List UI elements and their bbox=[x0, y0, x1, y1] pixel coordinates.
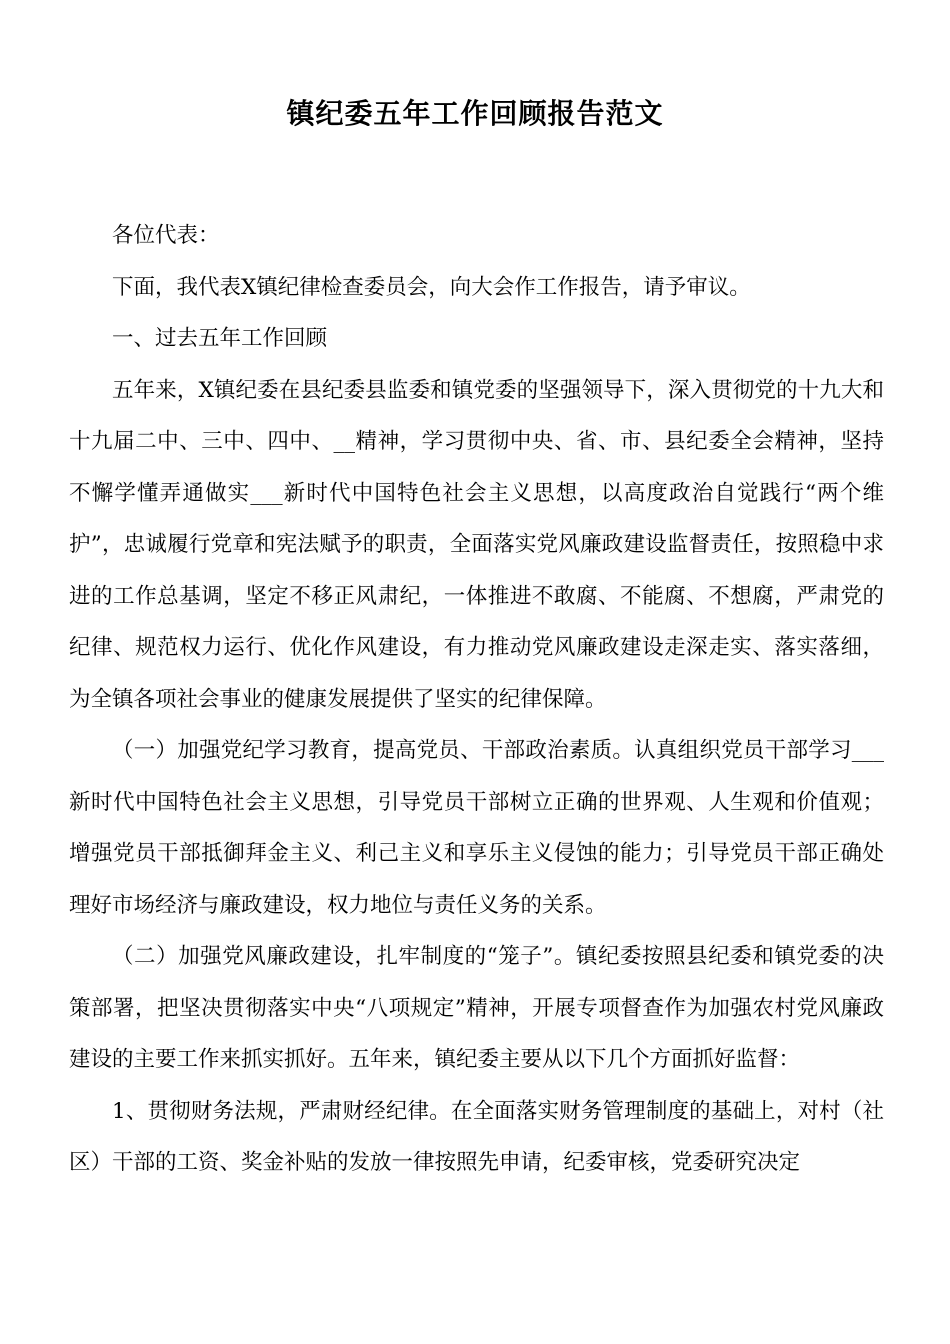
document-body bbox=[69, 210, 884, 1189]
paragraph-intro: 下面，我代表X镇纪律检查委员会，向大会作工作报告，请予审议。 bbox=[112, 274, 751, 300]
document-title: 镇纪委五年工作回顾报告范文 bbox=[286, 97, 664, 130]
paragraph-salutation: 各位代表： bbox=[112, 223, 220, 248]
section-heading: 一、过去五年工作回顾 bbox=[112, 326, 328, 351]
paragraph-item-2: （二）加强党风廉政建设，扎牢制度的“笼子”。镇纪委按照县纪委和镇党委的决策部署，把坚决贯彻落实中央“八项规定”精神，开展专项督查作为加强农村党风廉政建设的主要工作来抓实抓好。五年来，镇纪委主要从以下几个方面抓好监督： bbox=[69, 944, 884, 1072]
paragraph-item-1: （一）加强党纪学习教育，提高党员、干部政治素质。认真组织党员干部学习___新时代中国特色社会主义思想，引导党员干部树立正确的世界观、人生观和价值观；增强党员干部抵御拜金主义、利己主义和享乐主义侵蚀的能力；引导党员干部正确处理好市场经济与廉政建设，权力地位与责任义务的关系。 bbox=[69, 738, 884, 918]
paragraph-subitem-1: 1、贯彻财务法规，严肃财经纪律。在全面落实财务管理制度的基础上，对村（社区）干部的工资、奖金补贴的发放一律按照先申请，纪委审核，党委研究决定 bbox=[69, 1098, 884, 1175]
paragraph-overview: 五年来，X镇纪委在县纪委县监委和镇党委的坚强领导下，深入贯彻党的十九大和十九届二中、三中、四中、__精神，学习贯彻中央、省、市、县纪委全会精神，坚持不懈学懂弄通做实___新时代中国特色社会主义思想，以高度政治自觉践行“两个维护”，忠诚履行党章和宪法赋予的职责，全面落实党风廉政建设监督责任，按照稳中求进的工作总基调，坚定不移正风肃纪，一体推进不敢腐、不能腐、不想腐，严肃党的纪律、规范权力运行、优化作风建设，有力推动党风廉政建设走深走实、落实落细，为全镇各项社会事业的健康发展提供了坚实的纪律保障。 bbox=[69, 377, 884, 712]
